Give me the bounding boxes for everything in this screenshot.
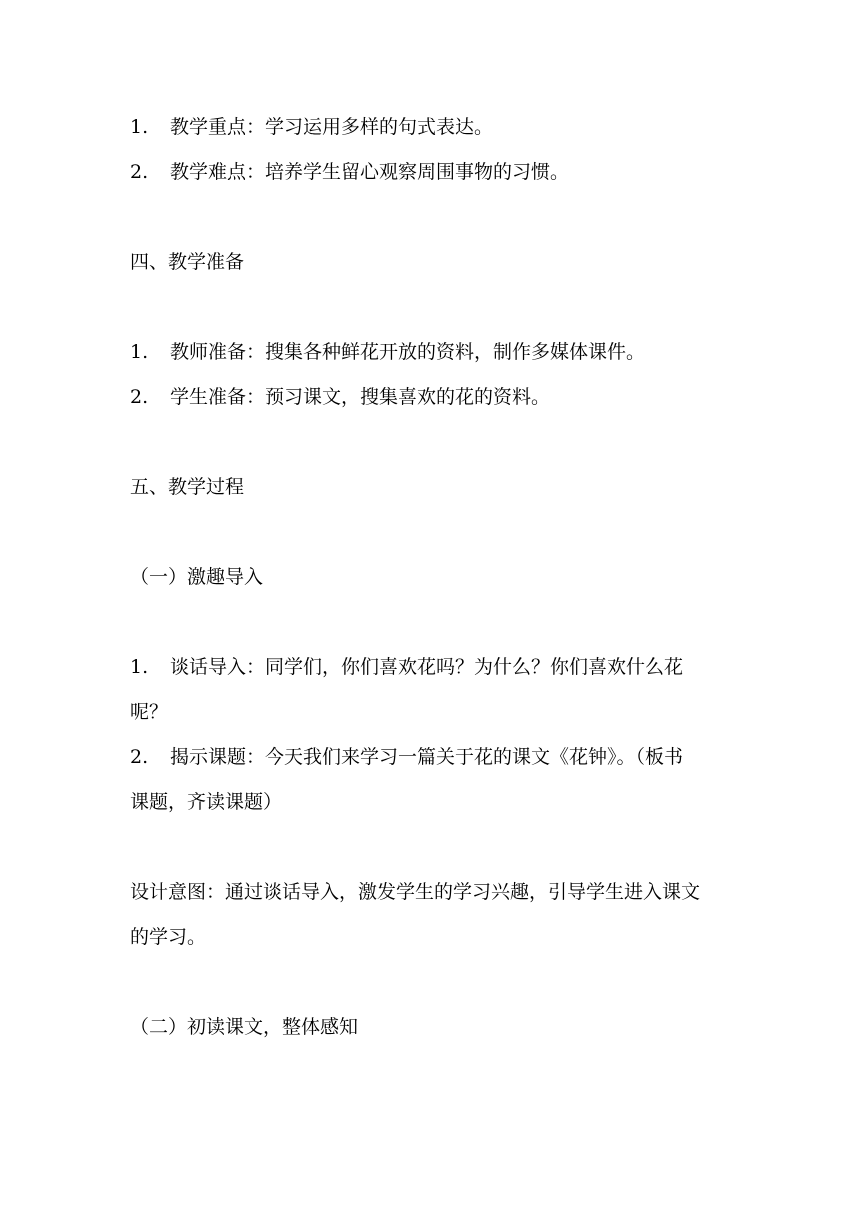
list-item xyxy=(130,343,645,362)
design-intent-paragraph: 设计意图：通过谈话导入，激发学生的学习兴趣，引导学生进入课文 xyxy=(130,881,701,903)
list-number: 2. xyxy=(130,746,149,768)
section-heading: 四、教学准备 xyxy=(130,251,245,273)
list-item xyxy=(130,748,683,767)
list-item-continuation: 呢？ xyxy=(130,701,169,723)
list-number: 1. xyxy=(130,341,149,363)
list-item-continuation: 课题，齐读课题） xyxy=(130,791,283,813)
section-heading: 五、教学过程 xyxy=(130,476,245,498)
list-number: 1. xyxy=(130,656,149,678)
list-text: 学生准备：预习课文，搜集喜欢的花的资料。 xyxy=(170,386,551,408)
list-number: 2. xyxy=(130,161,149,183)
list-text: 教学难点：培养学生留心观察周围事物的习惯。 xyxy=(170,161,570,183)
subsection-heading: （二）初读课文，整体感知 xyxy=(130,1016,359,1038)
list-text: 揭示课题：今天我们来学习一篇关于花的课文《花钟》。（板书 xyxy=(170,746,684,768)
list-text: 教学重点：学习运用多样的句式表达。 xyxy=(170,116,494,138)
design-intent-continuation: 的学习。 xyxy=(130,926,207,948)
list-item xyxy=(130,118,493,137)
list-item xyxy=(130,163,569,182)
list-item xyxy=(130,658,683,677)
list-number: 1. xyxy=(130,116,149,138)
list-text: 谈话导入：同学们，你们喜欢花吗？为什么？你们喜欢什么花 xyxy=(170,656,684,678)
list-text: 教师准备：搜集各种鲜花开放的资料，制作多媒体课件。 xyxy=(170,341,646,363)
subsection-heading: （一）激趣导入 xyxy=(130,566,264,588)
list-number: 2. xyxy=(130,386,149,408)
list-item xyxy=(130,388,550,407)
